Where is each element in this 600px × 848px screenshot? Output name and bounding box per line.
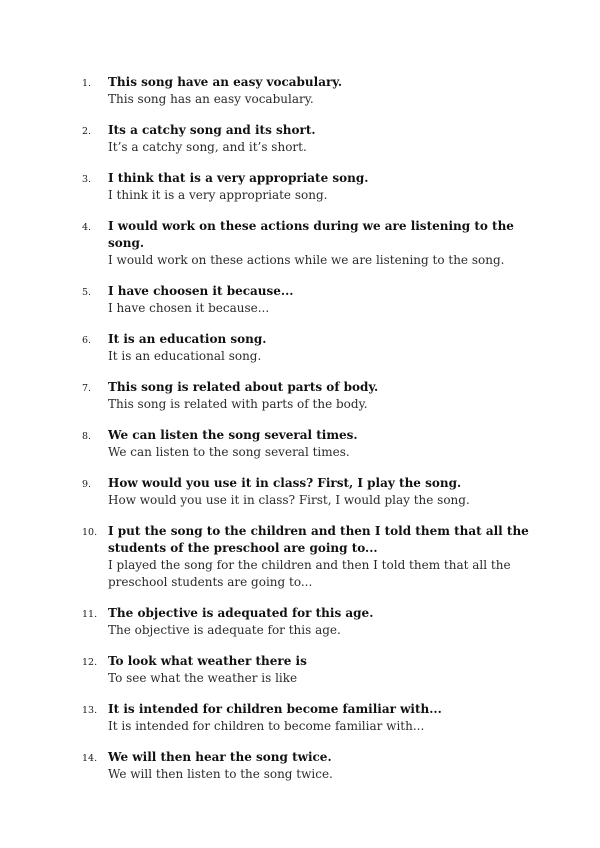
incorrect-sentence: It is intended for children become familiar with... <box>108 702 442 716</box>
corrected-sentence: The objective is adequate for this age. <box>108 623 341 637</box>
item-body <box>108 122 532 156</box>
incorrect-sentence: Its a catchy song and its short. <box>108 123 316 137</box>
list-item <box>82 749 532 783</box>
incorrect-sentence: I would work on these actions during we are listening to the song. <box>108 219 514 250</box>
item-body <box>108 749 532 783</box>
item-body <box>108 605 532 639</box>
list-item <box>82 331 532 365</box>
list-item <box>82 283 532 317</box>
item-number: 8. <box>82 431 92 442</box>
corrected-sentence: We can listen to the song several times. <box>108 445 350 459</box>
item-number: 7. <box>82 383 92 394</box>
item-body <box>108 523 532 591</box>
corrected-sentence: I played the song for the children and then I told them that all the preschool students are going to... <box>108 558 511 589</box>
item-number: 4. <box>82 222 92 233</box>
corrected-sentence: This song has an easy vocabulary. <box>108 92 314 106</box>
list-item <box>82 379 532 413</box>
incorrect-sentence: I put the song to the children and then I told them that all the students of the preschool are going to... <box>108 524 529 555</box>
corrected-sentence: I think it is a very appropriate song. <box>108 188 328 202</box>
incorrect-sentence: It is an education song. <box>108 332 267 346</box>
incorrect-sentence: To look what weather there is <box>108 654 307 668</box>
incorrect-sentence: This song have an easy vocabulary. <box>108 75 343 89</box>
corrected-sentence: I have chosen it because... <box>108 301 270 315</box>
list-item <box>82 653 532 687</box>
corrected-sentence: It is intended for children to become familiar with... <box>108 719 425 733</box>
list-item <box>82 523 532 591</box>
list-item <box>82 122 532 156</box>
item-body <box>108 218 532 269</box>
correction-list <box>82 74 532 797</box>
item-body <box>108 74 532 108</box>
item-body <box>108 701 532 735</box>
corrected-sentence: I would work on these actions while we are listening to the song. <box>108 253 505 267</box>
item-number: 14. <box>82 753 98 764</box>
item-number: 9. <box>82 479 92 490</box>
incorrect-sentence: How would you use it in class? First, I play the song. <box>108 476 462 490</box>
item-body <box>108 170 532 204</box>
incorrect-sentence: This song is related about parts of body. <box>108 380 379 394</box>
corrected-sentence: It is an educational song. <box>108 349 262 363</box>
item-body <box>108 283 532 317</box>
item-number: 11. <box>82 609 98 620</box>
incorrect-sentence: We can listen the song several times. <box>108 428 358 442</box>
list-item <box>82 218 532 269</box>
corrected-sentence: How would you use it in class? First, I would play the song. <box>108 493 470 507</box>
item-body <box>108 427 532 461</box>
list-item <box>82 701 532 735</box>
item-body <box>108 653 532 687</box>
item-number: 12. <box>82 657 98 668</box>
corrected-sentence: It’s a catchy song, and it’s short. <box>108 140 307 154</box>
item-body <box>108 331 532 365</box>
corrected-sentence: This song is related with parts of the body. <box>108 397 368 411</box>
item-number: 6. <box>82 335 92 346</box>
item-body <box>108 475 532 509</box>
corrected-sentence: We will then listen to the song twice. <box>108 767 333 781</box>
incorrect-sentence: I think that is a very appropriate song. <box>108 171 369 185</box>
list-item <box>82 475 532 509</box>
item-body <box>108 379 532 413</box>
incorrect-sentence: I have choosen it because... <box>108 284 294 298</box>
incorrect-sentence: We will then hear the song twice. <box>108 750 332 764</box>
item-number: 10. <box>82 527 98 538</box>
item-number: 1. <box>82 78 92 89</box>
item-number: 13. <box>82 705 98 716</box>
list-item <box>82 170 532 204</box>
list-item <box>82 605 532 639</box>
corrected-sentence: To see what the weather is like <box>108 671 298 685</box>
item-number: 2. <box>82 126 92 137</box>
item-number: 5. <box>82 287 92 298</box>
list-item <box>82 74 532 108</box>
item-number: 3. <box>82 174 92 185</box>
list-item <box>82 427 532 461</box>
incorrect-sentence: The objective is adequated for this age. <box>108 606 374 620</box>
